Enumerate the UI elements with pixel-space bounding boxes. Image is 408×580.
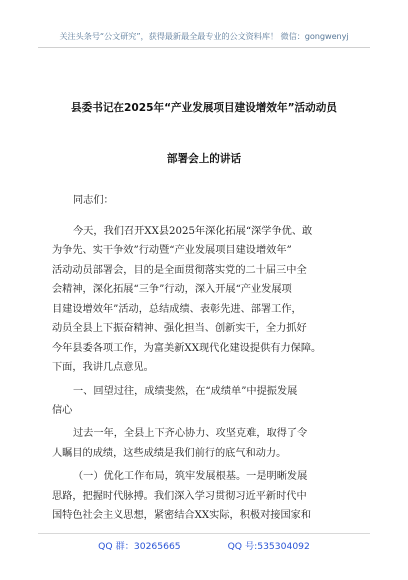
document-title: 县委书记在2025年“产业发展项目建设增效年”活动动员 <box>71 102 337 114</box>
body-line: 动员全县上下振奋精神、强化担当、创新实干，全力抓好 <box>52 323 307 334</box>
body-line: 人瞩目的成绩，这些成绩是我们前行的底气和动力。 <box>52 448 287 459</box>
document-subtitle: 部署会上的讲话 <box>166 153 242 165</box>
body-line: 国特色社会主义思想，紧密结合XX实际，积极对接国家和 <box>52 510 312 521</box>
section-heading: 信心 <box>52 405 73 416</box>
salutation: 同志们： <box>73 195 114 206</box>
body-line: 会精神，深化拓展“三争”行动，深入开展“产业发展项 <box>52 284 292 295</box>
body-line: 为争先、实干争效”行动暨“产业发展项目建设增效年” <box>52 245 292 256</box>
body-line: 今天，我们召开XX县2025年深化拓展“深学争优、敢 <box>73 226 313 237</box>
header-divider <box>38 47 370 48</box>
footer-divider <box>38 533 370 534</box>
section-heading: 一、回望过往，成绩斐然，在“成绩单”中提振发展 <box>73 386 298 397</box>
footer <box>0 538 408 552</box>
body-line: 目建设增效年”活动，总结成绩、表彰先进、部署工作， <box>52 304 302 315</box>
body-line: （一）优化工作布局，筑牢发展根基。一是明晰发展 <box>73 471 308 482</box>
body-line: 今年县委各项工作，为富美新XX现代化建设提供有力保障。 <box>52 343 322 354</box>
footer-qq-group: QQ 群：30265665 <box>98 541 181 552</box>
body-line: 过去一年，全县上下齐心协力、攻坚克难，取得了令 <box>73 428 308 439</box>
footer-qq-number: QQ 号:535304092 <box>227 541 310 552</box>
header-note: 关注头条号“公文研究”，获得最新最全最专业的公文资料库！ 微信：gongwenyj <box>59 31 349 41</box>
body-line: 下面，我讲几点意见。 <box>52 362 154 373</box>
body-line: 活动动员部署会，目的是全面贯彻落实党的二十届三中全 <box>52 265 307 276</box>
body-line: 思路，把握时代脉搏。我们深入学习贯彻习近平新时代中 <box>52 491 307 502</box>
